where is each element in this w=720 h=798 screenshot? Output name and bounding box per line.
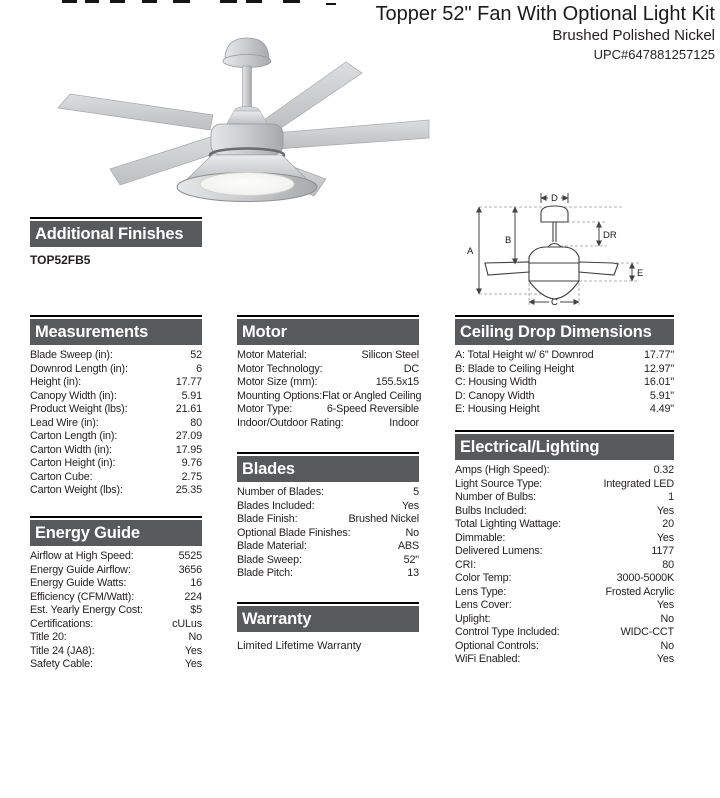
spec-value: 5.91" [649,389,674,402]
section-motor [237,315,422,430]
spec-label: Motor Material: [237,349,307,361]
spec-value: 5525 [178,550,202,562]
spec-label: Lens Type: [455,585,507,598]
spec-value: $5 [190,604,202,616]
spec-value: Silicon Steel [361,349,419,361]
diagram-label-d: D [551,193,558,204]
blades-rows [237,486,419,581]
ceiling-drop-diagram [461,184,711,312]
spec-row [237,403,419,417]
spec-value: Yes [656,653,674,665]
diagram-label-c: C [551,297,558,308]
spec-value: Indoor [389,416,419,429]
spec-value: DC [403,362,419,375]
spec-row [237,527,419,541]
spec-row [30,604,202,618]
spec-label: Color Temp: [455,572,512,584]
spec-label: Canopy Width (in): [30,389,117,402]
section-warranty [237,602,419,652]
spec-row [237,513,419,527]
spec-value: 224 [184,590,202,603]
spec-value: No [660,639,674,652]
spec-row [30,444,202,458]
spec-row [237,376,419,390]
spec-row [237,567,419,581]
diagram-label-b: B [505,235,512,246]
spec-label: Energy Guide Airflow: [30,563,131,576]
spec-row [30,631,202,645]
spec-row [30,591,202,605]
spec-row [455,390,674,404]
section-top-rule [237,452,419,454]
spec-value: 4.49" [649,403,674,415]
spec-label: Amps (High Speed): [455,464,550,476]
spec-row [30,658,202,672]
spec-row [455,626,674,640]
spec-row [455,653,674,667]
motor-heading: Motor [237,319,419,345]
spec-label: Energy Guide Watts: [30,577,127,589]
spec-value: Flat or Angled Ceiling [322,389,422,402]
spec-label: B: Blade to Ceiling Height [455,362,575,375]
spec-row [455,572,674,586]
spec-row [455,491,674,505]
spec-label: Lead Wire (in): [30,416,99,429]
spec-value: Yes [656,504,674,517]
electrical-lighting-heading: Electrical/Lighting [455,434,674,460]
spec-row [237,389,422,404]
spec-value: Yes [656,531,674,544]
section-top-rule [455,430,674,432]
page-title: Topper 52" Fan With Optional Light Kit [375,3,715,25]
spec-value: 17.77 [175,376,202,388]
spec-value: 16 [190,577,202,589]
spec-label: Lens Cover: [455,599,512,611]
spec-label: Carton Height (in): [30,457,116,469]
upc-code: UPC#647881257125 [593,47,715,62]
spec-label: Motor Technology: [237,362,323,375]
spec-label: Blade Material: [237,540,307,552]
blades-heading: Blades [237,456,419,482]
spec-label: Title 20: [30,631,67,643]
spec-row [455,464,674,478]
measurements-rows [30,349,202,498]
energy-guide-rows [30,550,202,672]
spec-value: 21.61 [175,403,202,415]
spec-label: Title 24 (JA8): [30,644,95,657]
spec-label: C: Housing Width [455,376,537,388]
spec-value: 6 [196,362,202,375]
spec-value: WIDC-CCT [620,626,674,638]
spec-value: 1177 [651,545,674,557]
spec-value: 27.09 [175,430,202,442]
spec-row [455,478,674,492]
spec-label: A: Total Height w/ 6" Downrod [455,349,594,361]
spec-value: 2.75 [181,470,202,483]
spec-label: CRI: [455,558,476,571]
section-additional-finishes [30,217,202,267]
spec-value: Yes [184,658,202,670]
spec-label: Downrod Length (in): [30,362,128,375]
spec-label: Carton Weight (lbs): [30,484,123,496]
spec-label: Mounting Options: [237,389,323,402]
spec-label: Product Weight (lbs): [30,403,128,415]
cropped-logo-fragment [283,0,300,3]
model-number: TOP52FB5 [30,253,91,267]
cropped-logo-fragment [326,3,336,5]
spec-value: Brushed Nickel [348,513,419,525]
spec-value: No [660,612,674,625]
spec-row [237,486,419,500]
spec-label: Optional Blade Finishes: [237,526,351,539]
spec-value: 155.5x15 [375,376,419,388]
spec-label: Blade Pitch: [237,567,293,579]
cropped-logo-fragment [85,0,99,3]
spec-value: 12.97" [644,362,674,375]
spec-label: Dimmable: [455,531,506,544]
cropped-logo-fragment [110,0,125,3]
spec-value: 52 [190,349,202,361]
spec-value: 25.35 [175,484,202,496]
spec-row [30,457,202,471]
section-top-rule [30,315,202,317]
motor-rows [237,349,422,430]
spec-row [30,618,202,632]
spec-value: 13 [407,567,419,579]
section-top-rule [455,315,674,317]
spec-value: 0.32 [653,464,674,476]
spec-label: Optional Controls: [455,639,539,652]
cropped-logo-fragment [246,0,262,3]
spec-label: Motor Size (mm): [237,376,318,388]
spec-row [455,559,674,573]
spec-label: Indoor/Outdoor Rating: [237,416,344,429]
spec-value: 9.76 [181,457,202,469]
spec-row [30,376,202,390]
spec-row [30,484,202,498]
section-electrical-lighting [455,430,674,667]
spec-row [30,471,202,485]
spec-value: 16.01" [644,376,674,388]
spec-value: 80 [662,558,674,571]
spec-row [30,390,202,404]
spec-row [455,376,674,390]
section-energy-guide [30,516,202,672]
spec-row [237,554,419,568]
spec-value: 80 [190,416,202,429]
spec-row [455,518,674,532]
section-top-rule [237,315,419,317]
section-measurements [30,315,202,498]
spec-value: Yes [656,599,674,611]
spec-row [30,564,202,578]
cropped-logo-fragment [220,0,237,3]
spec-label: Delivered Lumens: [455,545,543,557]
spec-row [30,430,202,444]
finish-subtitle: Brushed Polished Nickel [552,27,715,44]
spec-label: Number of Bulbs: [455,491,537,503]
spec-label: Carton Width (in): [30,443,112,456]
spec-label: Height (in): [30,376,82,388]
measurements-heading: Measurements [30,319,202,345]
spec-row [237,500,419,514]
spec-label: Blades Included: [237,499,315,512]
spec-value: Yes [184,644,202,657]
cropped-logo-fragment [173,0,190,3]
spec-label: Airflow at High Speed: [30,550,134,562]
spec-label: Efficiency (CFM/Watt): [30,590,135,603]
cropped-logo-fragment [142,0,157,3]
energy-guide-heading: Energy Guide [30,520,202,546]
spec-row [455,349,674,363]
spec-value: No [188,631,202,643]
spec-row [30,550,202,564]
spec-label: Carton Length (in): [30,430,118,442]
spec-label: D: Canopy Width [455,389,535,402]
spec-value: 5 [413,486,419,498]
spec-row [30,645,202,659]
spec-row [237,349,419,363]
ceiling-drop-heading: Ceiling Drop Dimensions [455,319,674,345]
spec-row [237,363,419,377]
section-top-rule [30,217,202,219]
spec-value: 17.95 [175,443,202,456]
fan-product-image [28,22,430,214]
spec-value: 3000-5000K [616,572,674,584]
spec-value: 5.91 [181,389,202,402]
spec-row [30,363,202,377]
spec-value: Frosted Acrylic [605,585,674,598]
diagram-label-a: A [467,246,474,257]
spec-label: Motor Type: [237,403,293,415]
spec-row [455,532,674,546]
spec-row [455,586,674,600]
warranty-text: Limited Lifetime Warranty [237,640,362,652]
spec-row [237,540,419,554]
spec-label: Blade Sweep: [237,553,302,566]
spec-value: ABS [397,540,419,552]
spec-label: Carton Cube: [30,470,93,483]
spec-row [455,403,674,417]
section-blades [237,452,419,581]
spec-row [455,545,674,559]
spec-label: Light Source Type: [455,477,543,490]
diagram-label-e: E [637,268,644,279]
spec-row [30,577,202,591]
spec-value: No [405,526,419,539]
spec-value: 17.77" [644,349,674,361]
spec-label: Blade Sweep (in): [30,349,113,361]
spec-label: Certifications: [30,617,94,630]
section-ceiling-drop-dimensions [455,315,674,417]
spec-value: 52" [403,553,419,566]
electrical-lighting-rows [455,464,674,667]
spec-value: 6-Speed Reversible [326,403,419,415]
warranty-heading: Warranty [237,606,419,632]
spec-value: Yes [401,499,419,512]
diagram-label-dr: DR [603,230,617,241]
spec-value: 20 [662,518,674,530]
spec-value: Integrated LED [603,477,674,490]
spec-label: WiFi Enabled: [455,653,521,665]
spec-value: 1 [668,491,674,503]
spec-row [30,349,202,363]
spec-label: E: Housing Height [455,403,540,415]
spec-row [455,640,674,654]
section-top-rule [237,602,419,604]
spec-row [30,417,202,431]
spec-label: Uplight: [455,612,491,625]
ceiling-drop-rows [455,349,674,417]
spec-label: Est. Yearly Energy Cost: [30,604,143,616]
spec-label: Safety Cable: [30,658,93,670]
section-top-rule [30,516,202,518]
spec-row [455,613,674,627]
spec-row [237,417,419,431]
spec-row [455,363,674,377]
spec-label: Control Type Included: [455,626,560,638]
spec-value: 3656 [178,563,202,576]
cropped-logo-fragment [62,0,77,3]
spec-row [30,403,202,417]
additional-finishes-heading: Additional Finishes [30,221,202,247]
spec-label: Total Lighting Wattage: [455,518,561,530]
spec-value: cULus [172,617,202,630]
spec-row [455,599,674,613]
spec-label: Number of Blades: [237,486,324,498]
spec-label: Bulbs Included: [455,504,527,517]
spec-label: Blade Finish: [237,513,298,525]
spec-row [455,505,674,519]
